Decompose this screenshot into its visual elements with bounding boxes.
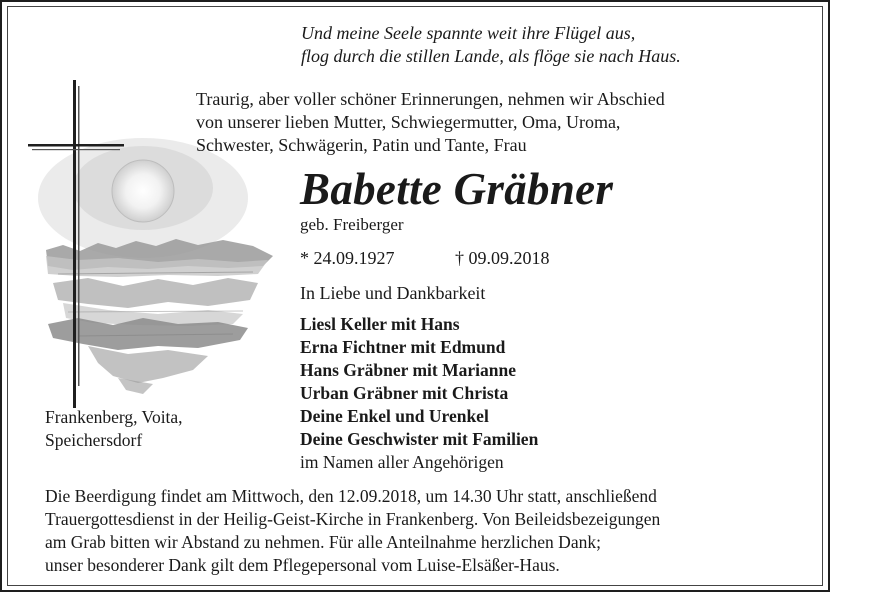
intro-line-3: Schwester, Schwägerin, Patin und Tante, Frau	[196, 135, 527, 155]
dedication: In Liebe und Dankbarkeit	[300, 283, 486, 303]
poem-line-1: Und meine Seele spannte weit ihre Flügel aus,	[301, 23, 636, 43]
sun-icon	[112, 160, 174, 222]
maiden-name: geb. Freiberger	[300, 215, 404, 234]
funeral-line-2: Trauergottesdienst in der Heilig-Geist-Kirche in Frankenberg. Von Beileidsbezeigungen	[45, 509, 661, 529]
intro-line-1: Traurig, aber voller schöner Erinnerungen, nehmen wir Abschied	[196, 89, 665, 109]
intro-line-2: von unserer lieben Mutter, Schwiegermutter, Oma, Uroma,	[196, 112, 621, 132]
family-member: Liesl Keller mit Hans	[300, 314, 460, 334]
location-line-1: Frankenberg, Voita,	[45, 407, 183, 427]
funeral-line-1: Die Beerdigung findet am Mittwoch, den 12.09.2018, um 14.30 Uhr statt, anschließend	[45, 486, 657, 506]
on-behalf: im Namen aller Angehörigen	[300, 452, 504, 472]
family-member: Urban Gräbner mit Christa	[300, 383, 509, 403]
funeral-line-3: am Grab bitten wir Abstand zu nehmen. Für alle Anteilnahme herzlichen Dank;	[45, 532, 601, 552]
family-member: Hans Gräbner mit Marianne	[300, 360, 516, 380]
poem-line-2: flog durch die stillen Lande, als flöge sie nach Haus.	[301, 46, 681, 66]
death-date: † 09.09.2018	[455, 248, 550, 268]
birth-date: * 24.09.1927	[300, 248, 395, 268]
middle-hills	[53, 278, 258, 308]
deceased-name: Babette Gräbner	[300, 164, 614, 214]
family-member: Deine Geschwister mit Familien	[300, 429, 539, 449]
family-member: Erna Fichtner mit Edmund	[300, 337, 506, 357]
family-member: Deine Enkel und Urenkel	[300, 406, 489, 426]
location-line-2: Speichersdorf	[45, 430, 143, 450]
funeral-line-4: unser besonderer Dank gilt dem Pflegepersonal vom Luise-Elsäßer-Haus.	[45, 555, 560, 575]
